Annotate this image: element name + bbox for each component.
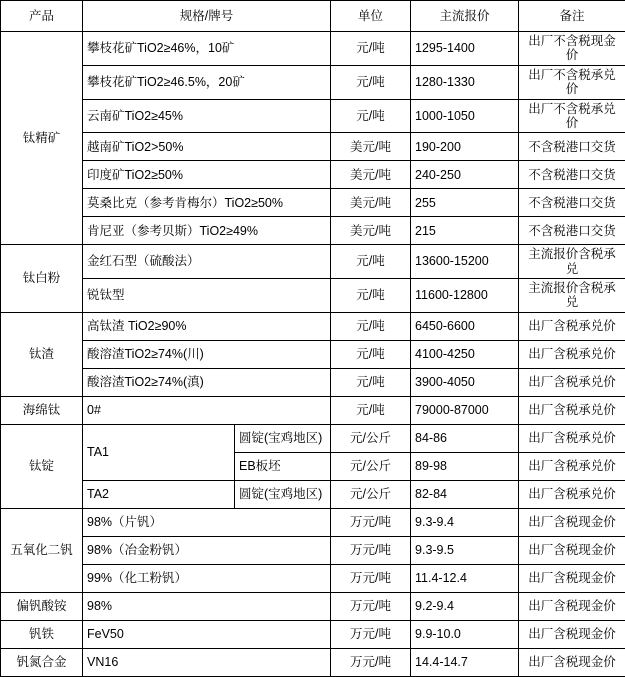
unit-cell: 元/公斤 xyxy=(331,424,411,452)
note-cell: 出厂含税承兑价 xyxy=(519,312,625,340)
note-cell: 出厂含税现金价 xyxy=(519,592,625,620)
category-cell: 钛白粉 xyxy=(1,245,83,313)
price-cell: 79000-87000 xyxy=(411,396,519,424)
table-row xyxy=(1,340,625,368)
table-row xyxy=(1,99,625,133)
unit-cell: 元/吨 xyxy=(331,312,411,340)
unit-cell: 万元/吨 xyxy=(331,648,411,676)
unit-cell: 万元/吨 xyxy=(331,536,411,564)
note-cell: 出厂含税现金价 xyxy=(519,564,625,592)
price-cell: 190-200 xyxy=(411,133,519,161)
note-cell: 出厂含税承兑价 xyxy=(519,480,625,508)
price-cell: 84-86 xyxy=(411,424,519,452)
unit-cell: 美元/吨 xyxy=(331,217,411,245)
spec-name-cell: 酸溶渣TiO2≥74%(川) xyxy=(83,340,331,368)
unit-cell: 元/吨 xyxy=(331,279,411,313)
price-cell: 1280-1330 xyxy=(411,65,519,99)
note-cell: 出厂含税现金价 xyxy=(519,536,625,564)
note-cell: 主流报价含税承兑 xyxy=(519,245,625,279)
table-row xyxy=(1,564,625,592)
category-cell: 钛锭 xyxy=(1,424,83,508)
price-cell: 240-250 xyxy=(411,161,519,189)
note-cell: 不含税港口交货 xyxy=(519,217,625,245)
price-cell: 215 xyxy=(411,217,519,245)
spec-name-cell: TA2 xyxy=(83,480,235,508)
table-row xyxy=(1,189,625,217)
unit-cell: 元/公斤 xyxy=(331,480,411,508)
note-cell: 出厂不含税承兑价 xyxy=(519,65,625,99)
unit-cell: 元/吨 xyxy=(331,368,411,396)
price-cell: 14.4-14.7 xyxy=(411,648,519,676)
spec-name-cell: 酸溶渣TiO2≥74%(滇) xyxy=(83,368,331,396)
spec-name-cell: 金红石型（硫酸法） xyxy=(83,245,331,279)
price-cell: 9.3-9.4 xyxy=(411,508,519,536)
spec-sub-cell: 圆锭(宝鸡地区) xyxy=(235,424,331,452)
price-cell: 89-98 xyxy=(411,452,519,480)
table-row xyxy=(1,32,625,66)
category-cell: 海绵钛 xyxy=(1,396,83,424)
table-row xyxy=(1,133,625,161)
unit-cell: 万元/吨 xyxy=(331,592,411,620)
note-cell: 出厂含税承兑价 xyxy=(519,424,625,452)
category-cell: 偏钒酸铵 xyxy=(1,592,83,620)
table-header xyxy=(1,1,625,32)
table-body xyxy=(1,32,625,677)
table-row xyxy=(1,424,625,452)
note-cell: 出厂不含税承兑价 xyxy=(519,99,625,133)
note-cell: 出厂含税承兑价 xyxy=(519,340,625,368)
column-header-note: 备注 xyxy=(519,1,625,32)
price-cell: 9.2-9.4 xyxy=(411,592,519,620)
unit-cell: 元/吨 xyxy=(331,340,411,368)
spec-name-cell: 肯尼亚（参考贝斯）TiO2≥49% xyxy=(83,217,331,245)
note-cell: 不含税港口交货 xyxy=(519,133,625,161)
spec-name-cell: 莫桑比克（参考肯梅尔）TiO2≥50% xyxy=(83,189,331,217)
table-row xyxy=(1,368,625,396)
spec-name-cell: TA1 xyxy=(83,424,235,480)
table-row xyxy=(1,217,625,245)
spec-name-cell: 0# xyxy=(83,396,331,424)
price-cell: 4100-4250 xyxy=(411,340,519,368)
price-cell: 11600-12800 xyxy=(411,279,519,313)
unit-cell: 元/吨 xyxy=(331,32,411,66)
unit-cell: 元/吨 xyxy=(331,65,411,99)
spec-name-cell: 印度矿TiO2≥50% xyxy=(83,161,331,189)
price-cell: 1295-1400 xyxy=(411,32,519,66)
price-cell: 82-84 xyxy=(411,480,519,508)
table-row xyxy=(1,245,625,279)
note-cell: 出厂含税承兑价 xyxy=(519,452,625,480)
unit-cell: 元/吨 xyxy=(331,396,411,424)
table-row xyxy=(1,592,625,620)
spec-name-cell: 高钛渣 TiO2≥90% xyxy=(83,312,331,340)
spec-sub-cell: EB板坯 xyxy=(235,452,331,480)
spec-name-cell: 98%（片钒） xyxy=(83,508,331,536)
note-cell: 不含税港口交货 xyxy=(519,189,625,217)
note-cell: 出厂含税现金价 xyxy=(519,620,625,648)
table-row xyxy=(1,312,625,340)
spec-name-cell: 99%（化工粉钒） xyxy=(83,564,331,592)
note-cell: 出厂含税现金价 xyxy=(519,508,625,536)
table-row xyxy=(1,536,625,564)
column-header-spec: 规格/牌号 xyxy=(83,1,331,32)
note-cell: 出厂含税承兑价 xyxy=(519,396,625,424)
table-row xyxy=(1,396,625,424)
spec-name-cell: FeV50 xyxy=(83,620,331,648)
price-cell: 9.9-10.0 xyxy=(411,620,519,648)
spec-name-cell: 越南矿TiO2>50% xyxy=(83,133,331,161)
unit-cell: 元/公斤 xyxy=(331,452,411,480)
unit-cell: 万元/吨 xyxy=(331,620,411,648)
unit-cell: 元/吨 xyxy=(331,99,411,133)
unit-cell: 美元/吨 xyxy=(331,161,411,189)
spec-name-cell: 锐钛型 xyxy=(83,279,331,313)
price-cell: 9.3-9.5 xyxy=(411,536,519,564)
category-cell: 钛渣 xyxy=(1,312,83,396)
unit-cell: 万元/吨 xyxy=(331,564,411,592)
unit-cell: 美元/吨 xyxy=(331,189,411,217)
price-cell: 6450-6600 xyxy=(411,312,519,340)
table-row xyxy=(1,65,625,99)
price-cell: 13600-15200 xyxy=(411,245,519,279)
spec-name-cell: 98% xyxy=(83,592,331,620)
table-row xyxy=(1,508,625,536)
category-cell: 五氧化二钒 xyxy=(1,508,83,592)
column-header-price: 主流报价 xyxy=(411,1,519,32)
category-cell: 钒铁 xyxy=(1,620,83,648)
column-header-product: 产品 xyxy=(1,1,83,32)
spec-name-cell: 98%（冶金粉钒） xyxy=(83,536,331,564)
note-cell: 出厂含税现金价 xyxy=(519,648,625,676)
table-row xyxy=(1,648,625,676)
table-row xyxy=(1,161,625,189)
table-row xyxy=(1,279,625,313)
column-header-unit: 单位 xyxy=(331,1,411,32)
spec-name-cell: 攀枝花矿TiO2≥46%，10矿 xyxy=(83,32,331,66)
price-cell: 255 xyxy=(411,189,519,217)
note-cell: 不含税港口交货 xyxy=(519,161,625,189)
note-cell: 出厂不含税现金价 xyxy=(519,32,625,66)
spec-name-cell: 云南矿TiO2≥45% xyxy=(83,99,331,133)
note-cell: 出厂含税承兑价 xyxy=(519,368,625,396)
price-cell: 3900-4050 xyxy=(411,368,519,396)
unit-cell: 美元/吨 xyxy=(331,133,411,161)
table-header-row xyxy=(1,1,625,32)
table-row xyxy=(1,480,625,508)
spec-sub-cell: 圆锭(宝鸡地区) xyxy=(235,480,331,508)
category-cell: 钒氮合金 xyxy=(1,648,83,676)
spec-name-cell: 攀枝花矿TiO2≥46.5%，20矿 xyxy=(83,65,331,99)
price-cell: 1000-1050 xyxy=(411,99,519,133)
note-cell: 主流报价含税承兑 xyxy=(519,279,625,313)
unit-cell: 元/吨 xyxy=(331,245,411,279)
spec-name-cell: VN16 xyxy=(83,648,331,676)
unit-cell: 万元/吨 xyxy=(331,508,411,536)
price-cell: 11.4-12.4 xyxy=(411,564,519,592)
table-row xyxy=(1,620,625,648)
category-cell: 钛精矿 xyxy=(1,32,83,245)
